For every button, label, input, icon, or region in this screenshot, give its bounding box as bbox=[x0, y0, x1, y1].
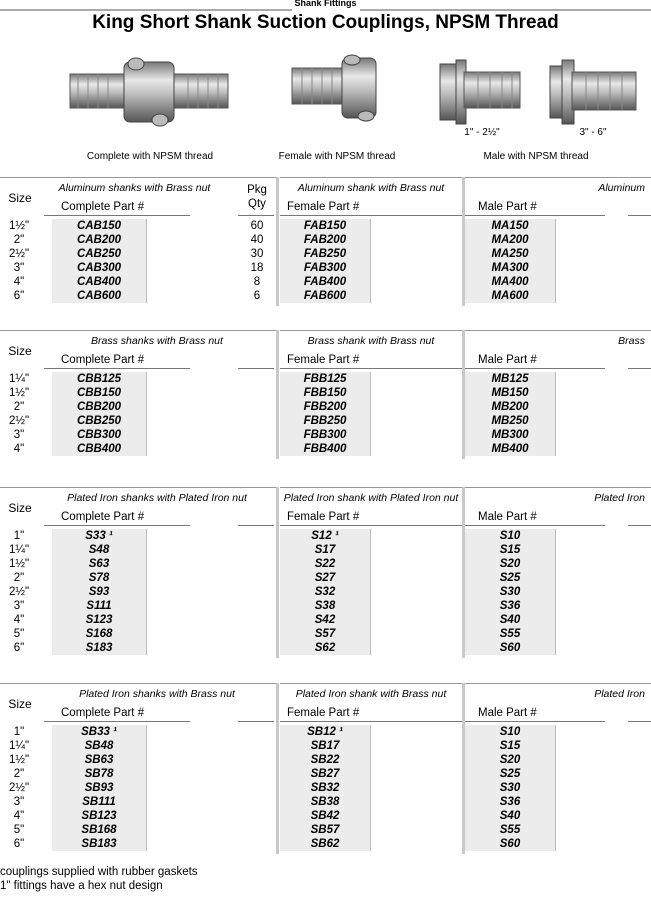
pkg-qty-cell: 40 bbox=[250, 234, 264, 246]
complete-part-number: CBB125 bbox=[76, 373, 122, 385]
male-part-number: S30 bbox=[499, 586, 521, 598]
complete-part-number: CBB400 bbox=[76, 443, 122, 455]
size-cell: 3" bbox=[13, 429, 25, 441]
table-row bbox=[0, 599, 651, 613]
subheader-male-part: Male Part # bbox=[478, 201, 537, 213]
complete-part-number: S168 bbox=[85, 628, 113, 640]
male-coupling-large-image bbox=[548, 58, 638, 126]
section-top-rule bbox=[0, 177, 276, 178]
size-cell: 4" bbox=[13, 443, 25, 455]
table-row bbox=[0, 739, 651, 753]
header-underline bbox=[280, 721, 462, 722]
complete-part-number: S63 bbox=[88, 558, 110, 570]
table-row bbox=[0, 543, 651, 557]
complete-part-number: SB78 bbox=[84, 768, 114, 780]
table-row bbox=[0, 247, 651, 261]
size-cell: 3" bbox=[13, 796, 25, 808]
female-part-number: SB17 bbox=[310, 740, 340, 752]
male-part-number: S60 bbox=[499, 642, 521, 654]
size-cell: 5" bbox=[13, 628, 25, 640]
complete-part-number: S93 bbox=[88, 586, 110, 598]
group-header-complete: Plated Iron shanks with Plated Iron nut bbox=[67, 492, 247, 504]
header-underline bbox=[280, 368, 462, 369]
complete-part-number: S183 bbox=[85, 642, 113, 654]
section-top-rule bbox=[280, 330, 462, 331]
complete-part-number: CAB300 bbox=[76, 262, 122, 274]
size-cell: 2½" bbox=[8, 586, 30, 598]
size-cell: 4" bbox=[13, 614, 25, 626]
header-underline bbox=[238, 368, 274, 369]
female-part-number: FBB125 bbox=[303, 373, 347, 385]
table-row bbox=[0, 823, 651, 837]
section-top-rule bbox=[0, 487, 276, 488]
female-part-number: SB22 bbox=[310, 754, 340, 766]
male-part-number: S10 bbox=[499, 530, 521, 542]
section-top-rule bbox=[280, 683, 462, 684]
group-header-female: Plated Iron shank with Brass nut bbox=[295, 688, 447, 700]
male-part-number: S15 bbox=[499, 740, 521, 752]
female-part-number: FAB150 bbox=[303, 220, 347, 232]
female-part-number: S17 bbox=[314, 544, 336, 556]
subheader-male-part: Male Part # bbox=[478, 354, 537, 366]
subheader-complete-part: Complete Part # bbox=[61, 511, 145, 523]
header-underline bbox=[238, 215, 274, 216]
size-cell: 4" bbox=[13, 810, 25, 822]
size-cell: 3" bbox=[13, 262, 25, 274]
group-header-female: Brass shank with Brass nut bbox=[307, 335, 435, 347]
female-part-number: S62 bbox=[314, 642, 336, 654]
page-title: King Short Shank Suction Couplings, NPSM Thread bbox=[92, 12, 559, 33]
male-part-number: MB300 bbox=[491, 429, 529, 441]
complete-part-number: CAB150 bbox=[76, 220, 122, 232]
top-rule-left bbox=[0, 9, 292, 11]
male-part-number: S30 bbox=[499, 782, 521, 794]
group-header-complete: Plated Iron shanks with Brass nut bbox=[79, 688, 235, 700]
female-part-number: FBB300 bbox=[303, 429, 347, 441]
header-underline bbox=[44, 215, 190, 216]
size-header: Size bbox=[8, 697, 32, 711]
table-row bbox=[0, 386, 651, 400]
header-underline bbox=[44, 721, 190, 722]
female-part-number: FAB400 bbox=[303, 276, 347, 288]
table-row bbox=[0, 289, 651, 303]
section-top-rule bbox=[0, 683, 276, 684]
male-part-number: MA200 bbox=[491, 234, 529, 246]
header-underline bbox=[465, 525, 605, 526]
header-underline bbox=[628, 368, 651, 369]
complete-part-number: SB63 bbox=[84, 754, 114, 766]
subheader-male-part: Male Part # bbox=[478, 511, 537, 523]
header-underline bbox=[280, 215, 462, 216]
size-cell: 2½" bbox=[8, 782, 30, 794]
table-row bbox=[0, 428, 651, 442]
male-part-number: MA250 bbox=[491, 248, 529, 260]
size-cell: 1½" bbox=[8, 754, 30, 766]
size-cell: 1½" bbox=[8, 387, 30, 399]
header-underline bbox=[238, 721, 274, 722]
table-row bbox=[0, 753, 651, 767]
male-part-number: S20 bbox=[499, 558, 521, 570]
size-cell: 2" bbox=[13, 572, 25, 584]
size-cell: 1½" bbox=[8, 220, 30, 232]
group-header-female: Plated Iron shank with Plated Iron nut bbox=[283, 492, 459, 504]
male-part-number: S15 bbox=[499, 544, 521, 556]
female-part-number: SB27 bbox=[310, 768, 340, 780]
complete-part-number: SB33 ¹ bbox=[81, 726, 117, 738]
section-top-rule bbox=[465, 487, 651, 488]
subheader-female-part: Female Part # bbox=[287, 354, 360, 366]
header-underline bbox=[465, 215, 605, 216]
table-row bbox=[0, 767, 651, 781]
female-part-number: S22 bbox=[314, 558, 336, 570]
table-row bbox=[0, 219, 651, 233]
size-cell: 6" bbox=[13, 838, 25, 850]
female-part-number: SB38 bbox=[310, 796, 340, 808]
complete-part-number: S78 bbox=[88, 572, 110, 584]
caption-female: Female with NPSM thread bbox=[278, 151, 396, 162]
female-part-number: FAB250 bbox=[303, 248, 347, 260]
group-header-female: Aluminum shank with Brass nut bbox=[297, 182, 445, 194]
subheader-complete-part: Complete Part # bbox=[61, 201, 145, 213]
complete-part-number: CBB200 bbox=[76, 401, 122, 413]
subheader-female-part: Female Part # bbox=[287, 707, 360, 719]
pkg-qty-cell: 6 bbox=[253, 290, 261, 302]
group-header-complete: Aluminum shanks with Brass nut bbox=[58, 182, 211, 194]
section-top-rule bbox=[465, 330, 651, 331]
subheader-female-part: Female Part # bbox=[287, 511, 360, 523]
female-part-number: SB32 bbox=[310, 782, 340, 794]
table-row bbox=[0, 641, 651, 655]
section-top-rule bbox=[0, 330, 276, 331]
female-part-number: S32 bbox=[314, 586, 336, 598]
size-header: Size bbox=[8, 191, 32, 205]
male-size-range-large: 3" - 6" bbox=[579, 127, 607, 138]
table-row bbox=[0, 571, 651, 585]
complete-part-number: CAB400 bbox=[76, 276, 122, 288]
table-row bbox=[0, 809, 651, 823]
male-part-number: MA600 bbox=[491, 290, 529, 302]
group-header-male: Plated Iron bbox=[594, 492, 645, 504]
table-row bbox=[0, 372, 651, 386]
female-part-number: FBB200 bbox=[303, 401, 347, 413]
size-cell: 5" bbox=[13, 824, 25, 836]
complete-part-number: SB183 bbox=[81, 838, 117, 850]
female-part-number: FBB150 bbox=[303, 387, 347, 399]
male-coupling-small-image bbox=[438, 56, 522, 128]
female-part-number: SB62 bbox=[310, 838, 340, 850]
table-row bbox=[0, 557, 651, 571]
table-row bbox=[0, 795, 651, 809]
table-row bbox=[0, 613, 651, 627]
pkg-qty-cell: 8 bbox=[253, 276, 261, 288]
complete-part-number: S33 ¹ bbox=[85, 530, 113, 542]
pkg-qty-cell: 60 bbox=[250, 220, 264, 232]
size-cell: 6" bbox=[13, 642, 25, 654]
pkg-qty-cell: 18 bbox=[250, 262, 264, 274]
complete-coupling-image bbox=[68, 52, 230, 132]
table-row bbox=[0, 627, 651, 641]
header-underline bbox=[280, 525, 462, 526]
table-row bbox=[0, 781, 651, 795]
top-rule-right bbox=[360, 9, 651, 11]
size-cell: 1" bbox=[13, 530, 25, 542]
header-underline bbox=[238, 525, 274, 526]
table-row bbox=[0, 725, 651, 739]
male-part-number: MB125 bbox=[491, 373, 529, 385]
header-underline bbox=[628, 721, 651, 722]
female-part-number: FAB600 bbox=[303, 290, 347, 302]
male-part-number: S36 bbox=[499, 796, 521, 808]
complete-part-number: S111 bbox=[86, 600, 112, 612]
complete-part-number: CBB150 bbox=[76, 387, 122, 399]
complete-part-number: CAB200 bbox=[76, 234, 122, 246]
subheader-female-part: Female Part # bbox=[287, 201, 360, 213]
female-part-number: FBB250 bbox=[303, 415, 347, 427]
male-part-number: MB250 bbox=[491, 415, 529, 427]
female-part-number: S38 bbox=[314, 600, 336, 612]
header-label: Shank Fittings bbox=[294, 0, 357, 8]
subheader-male-part: Male Part # bbox=[478, 707, 537, 719]
complete-part-number: SB123 bbox=[81, 810, 117, 822]
complete-part-number: S48 bbox=[88, 544, 110, 556]
male-part-number: MA300 bbox=[491, 262, 529, 274]
size-cell: 1¼" bbox=[8, 740, 30, 752]
size-cell: 6" bbox=[13, 290, 25, 302]
complete-part-number: CBB250 bbox=[76, 415, 122, 427]
male-part-number: MB400 bbox=[491, 443, 529, 455]
size-header: Size bbox=[8, 501, 32, 515]
complete-part-number: SB168 bbox=[81, 824, 117, 836]
top-header-bar bbox=[0, 0, 651, 12]
subheader-complete-part: Complete Part # bbox=[61, 707, 145, 719]
note-gaskets: couplings supplied with rubber gaskets bbox=[0, 866, 198, 878]
caption-male: Male with NPSM thread bbox=[483, 151, 589, 162]
table-row bbox=[0, 275, 651, 289]
subheader-complete-part: Complete Part # bbox=[61, 354, 145, 366]
male-part-number: MA400 bbox=[491, 276, 529, 288]
size-cell: 2½" bbox=[8, 415, 30, 427]
section-top-rule bbox=[465, 177, 651, 178]
size-cell: 1¼" bbox=[8, 373, 30, 385]
group-header-complete: Brass shanks with Brass nut bbox=[91, 335, 223, 347]
male-part-number: S25 bbox=[499, 768, 521, 780]
qty-header: Qty bbox=[248, 198, 266, 210]
male-part-number: MA150 bbox=[491, 220, 529, 232]
pkg-qty-cell: 30 bbox=[250, 248, 264, 260]
size-cell: 1" bbox=[13, 726, 25, 738]
header-underline bbox=[44, 525, 190, 526]
size-cell: 4" bbox=[13, 276, 25, 288]
section-top-rule bbox=[465, 683, 651, 684]
table-row bbox=[0, 529, 651, 543]
header-underline bbox=[465, 721, 605, 722]
female-part-number: S12 ¹ bbox=[311, 530, 339, 542]
male-part-number: MB150 bbox=[491, 387, 529, 399]
complete-part-number: SB111 bbox=[82, 796, 116, 808]
male-part-number: S20 bbox=[499, 754, 521, 766]
male-part-number: S60 bbox=[499, 838, 521, 850]
female-part-number: SB42 bbox=[310, 810, 340, 822]
parts-table-section bbox=[0, 177, 651, 306]
group-header-male: Brass bbox=[618, 335, 645, 347]
table-row bbox=[0, 400, 651, 414]
size-cell: 2" bbox=[13, 234, 25, 246]
male-part-number: S36 bbox=[499, 600, 521, 612]
size-cell: 2½" bbox=[8, 248, 30, 260]
group-header-male: Plated Iron bbox=[594, 688, 645, 700]
size-header: Size bbox=[8, 344, 32, 358]
female-part-number: FBB400 bbox=[303, 443, 347, 455]
male-part-number: S40 bbox=[499, 614, 521, 626]
parts-table-section bbox=[0, 487, 651, 658]
caption-complete: Complete with NPSM thread bbox=[86, 151, 214, 162]
male-part-number: S55 bbox=[499, 628, 521, 640]
female-part-number: SB12 ¹ bbox=[307, 726, 343, 738]
male-part-number: MB200 bbox=[491, 401, 529, 413]
size-cell: 2" bbox=[13, 768, 25, 780]
parts-table-section bbox=[0, 683, 651, 854]
complete-part-number: CAB600 bbox=[76, 290, 122, 302]
male-size-range-small: 1" - 2½" bbox=[464, 127, 500, 138]
table-row bbox=[0, 585, 651, 599]
table-row bbox=[0, 233, 651, 247]
size-cell: 2" bbox=[13, 401, 25, 413]
complete-part-number: CBB300 bbox=[76, 429, 122, 441]
female-part-number: S57 bbox=[314, 628, 336, 640]
complete-part-number: SB93 bbox=[84, 782, 114, 794]
male-part-number: S40 bbox=[499, 810, 521, 822]
complete-part-number: CAB250 bbox=[76, 248, 122, 260]
female-part-number: FAB200 bbox=[303, 234, 347, 246]
table-row bbox=[0, 261, 651, 275]
section-top-rule bbox=[280, 487, 462, 488]
size-cell: 1½" bbox=[8, 558, 30, 570]
section-top-rule bbox=[280, 177, 462, 178]
header-underline bbox=[628, 525, 651, 526]
note-hex-nut: 1" fittings have a hex nut design bbox=[0, 880, 163, 892]
table-row bbox=[0, 837, 651, 851]
female-part-number: SB57 bbox=[310, 824, 340, 836]
male-part-number: S10 bbox=[499, 726, 521, 738]
female-part-number: S42 bbox=[314, 614, 336, 626]
header-underline bbox=[465, 368, 605, 369]
male-part-number: S55 bbox=[499, 824, 521, 836]
size-cell: 3" bbox=[13, 600, 25, 612]
female-part-number: S27 bbox=[314, 572, 336, 584]
size-cell: 1¼" bbox=[8, 544, 30, 556]
parts-table-section bbox=[0, 330, 651, 459]
table-row bbox=[0, 442, 651, 456]
group-header-male: Aluminum bbox=[598, 182, 645, 194]
complete-part-number: S123 bbox=[85, 614, 113, 626]
table-row bbox=[0, 414, 651, 428]
female-part-number: FAB300 bbox=[303, 262, 347, 274]
header-underline bbox=[44, 368, 190, 369]
complete-part-number: SB48 bbox=[84, 740, 114, 752]
female-coupling-image bbox=[290, 52, 380, 128]
male-part-number: S25 bbox=[499, 572, 521, 584]
pkg-header: Pkg bbox=[247, 184, 267, 196]
header-underline bbox=[628, 215, 651, 216]
